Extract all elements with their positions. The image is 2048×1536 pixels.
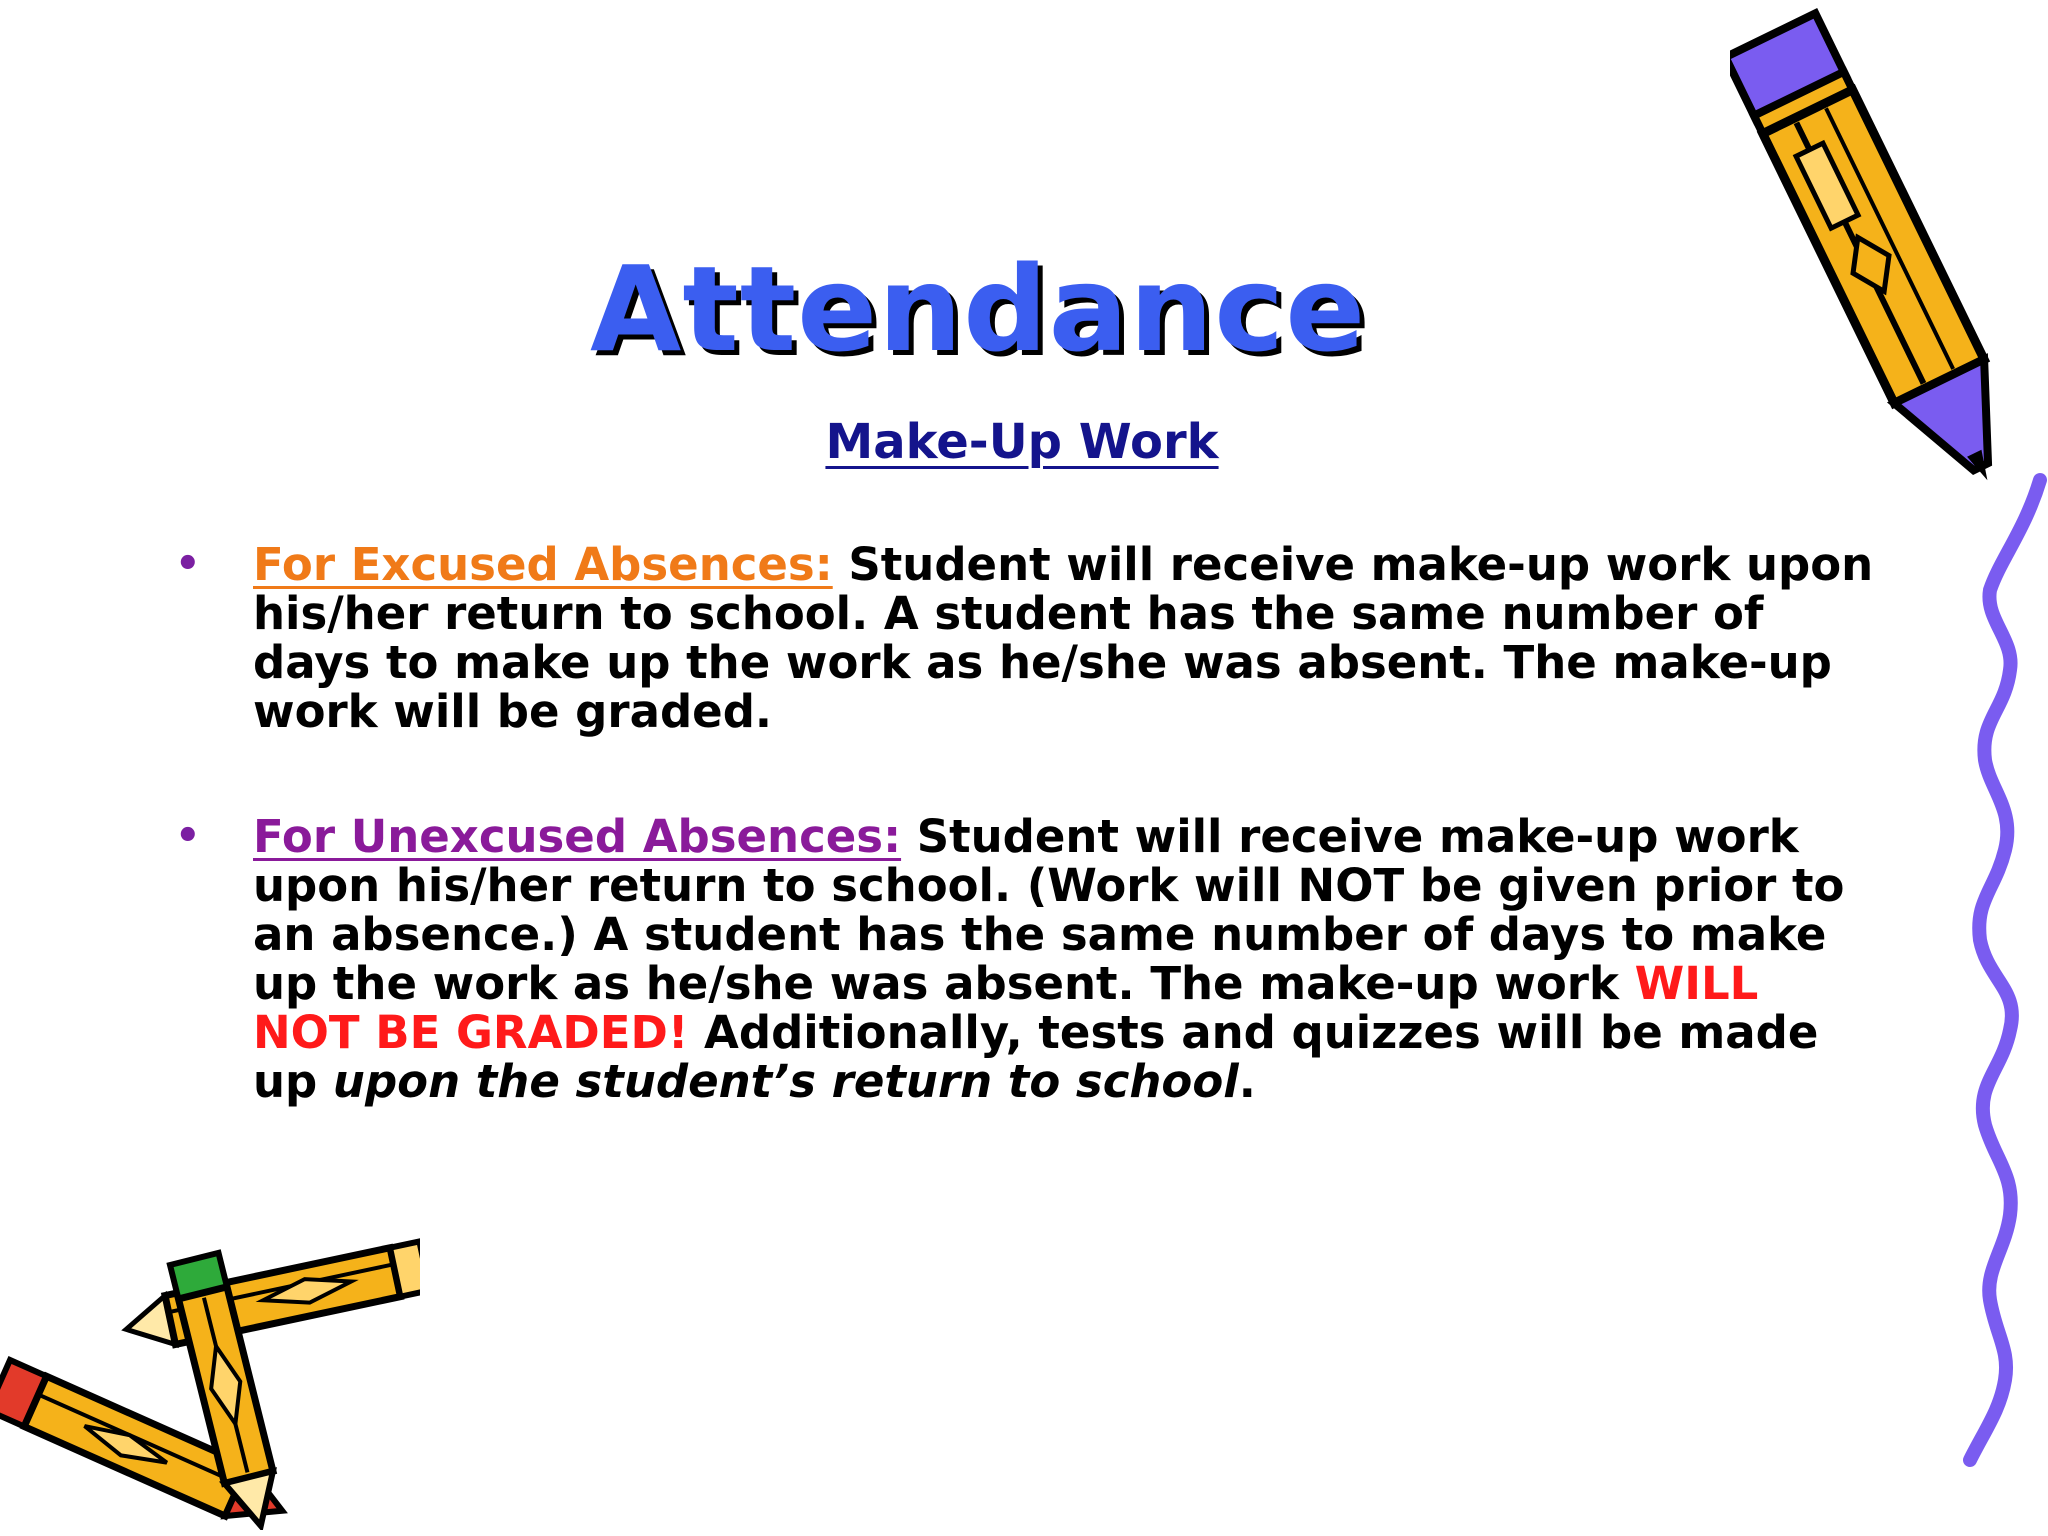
bullet-text-excused: Student will receive make-up work upon his/her return to school. A student has the same number of days to make up the work as he/she was absent. The make-up work will be graded.	[253, 538, 1874, 738]
bullet-dot-icon: •	[175, 541, 201, 587]
squiggle-line	[1930, 470, 2048, 1470]
subtitle-wrapper	[0, 414, 2048, 470]
bullet-lead-excused: For Excused Absences:	[253, 538, 833, 591]
bullet-dot-icon: •	[175, 813, 201, 859]
bullet-italic-return: upon the student’s return to school	[332, 1055, 1239, 1108]
bullet-text-unexcused-1: Student will receive make-up work upon his/her return to school. (Work will NOT be given prior to an absence.) A student has the same number of days to make up the work as he/she was absent. The make-up work	[253, 810, 1845, 1010]
subtitle: Make-Up Work	[825, 414, 1219, 470]
bullet-list	[175, 540, 1875, 1182]
bullet-excused	[175, 540, 1875, 736]
bullet-lead-unexcused: For Unexcused Absences:	[253, 810, 902, 863]
bullet-emphasis-not-graded: WILL NOT BE GRADED!	[253, 957, 1759, 1059]
bullet-text-unexcused-end: .	[1238, 1055, 1256, 1108]
bullet-text-unexcused-2: Additionally, tests and quizzes will be made up	[253, 1006, 1819, 1108]
crossed-pencils-icon	[0, 1230, 420, 1530]
bullet-unexcused	[175, 812, 1875, 1106]
page-title: Attendance	[590, 240, 1367, 378]
